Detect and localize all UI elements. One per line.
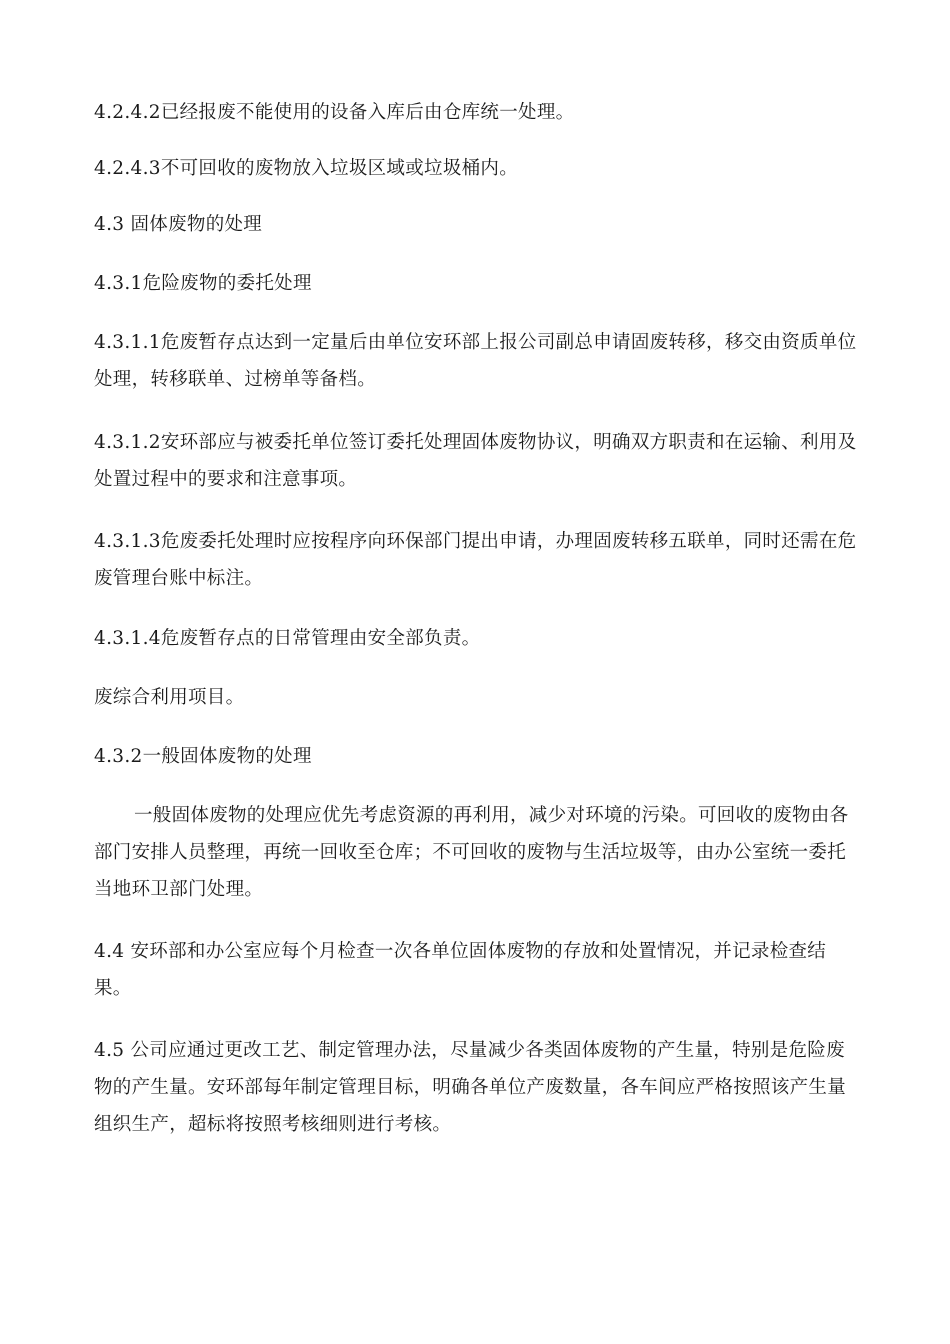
- section-heading-4-3: 4.3 固体废物的处理: [94, 214, 263, 235]
- paragraph-4-2-4-3: 4.2.4.3不可回收的废物放入垃圾区域或垃圾桶内。: [94, 158, 519, 179]
- subsection-heading-4-3-2: 4.3.2一般固体废物的处理: [94, 746, 312, 767]
- paragraph-4-3-1-4: 4.3.1.4危废暂存点的日常管理由安全部负责。: [94, 628, 481, 649]
- paragraph-4-2-4-2: 4.2.4.2已经报废不能使用的设备入库后由仓库统一处理。: [94, 102, 575, 123]
- paragraph-4-3-1-3: 4.3.1.3危废委托处理时应按程序向环保部门提出申请，办理固废转移五联单，同时还需在危废管理台账中标注。: [94, 531, 857, 589]
- paragraph-4-4: 4.4 安环部和办公室应每个月检查一次各单位固体废物的存放和处置情况，并记录检查结果。: [94, 941, 827, 999]
- paragraph-4-5: 4.5 公司应通过更改工艺、制定管理办法，尽量减少各类固体废物的产生量，特别是危险废物的产生量。安环部每年制定管理目标，明确各单位产废数量，各车间应严格按照该产生量组织生产，超标将按照考核细则进行考核。: [94, 1040, 847, 1135]
- paragraph-fragment: 废综合利用项目。: [94, 687, 245, 708]
- subsection-heading-4-3-1: 4.3.1危险废物的委托处理: [94, 273, 312, 294]
- paragraph-4-3-1-2: 4.3.1.2安环部应与被委托单位签订委托处理固体废物协议，明确双方职责和在运输、利用及处置过程中的要求和注意事项。: [94, 432, 857, 490]
- paragraph-4-3-1-1: 4.3.1.1危废暂存点达到一定量后由单位安环部上报公司副总申请固废转移，移交由资质单位处理，转移联单、过榜单等备档。: [94, 332, 857, 390]
- paragraph-general-waste: 一般固体废物的处理应优先考虑资源的再利用，减少对环境的污染。可回收的废物由各部门安排人员整理，再统一回收至仓库；不可回收的废物与生活垃圾等，由办公室统一委托当地环卫部门处理。: [94, 805, 849, 900]
